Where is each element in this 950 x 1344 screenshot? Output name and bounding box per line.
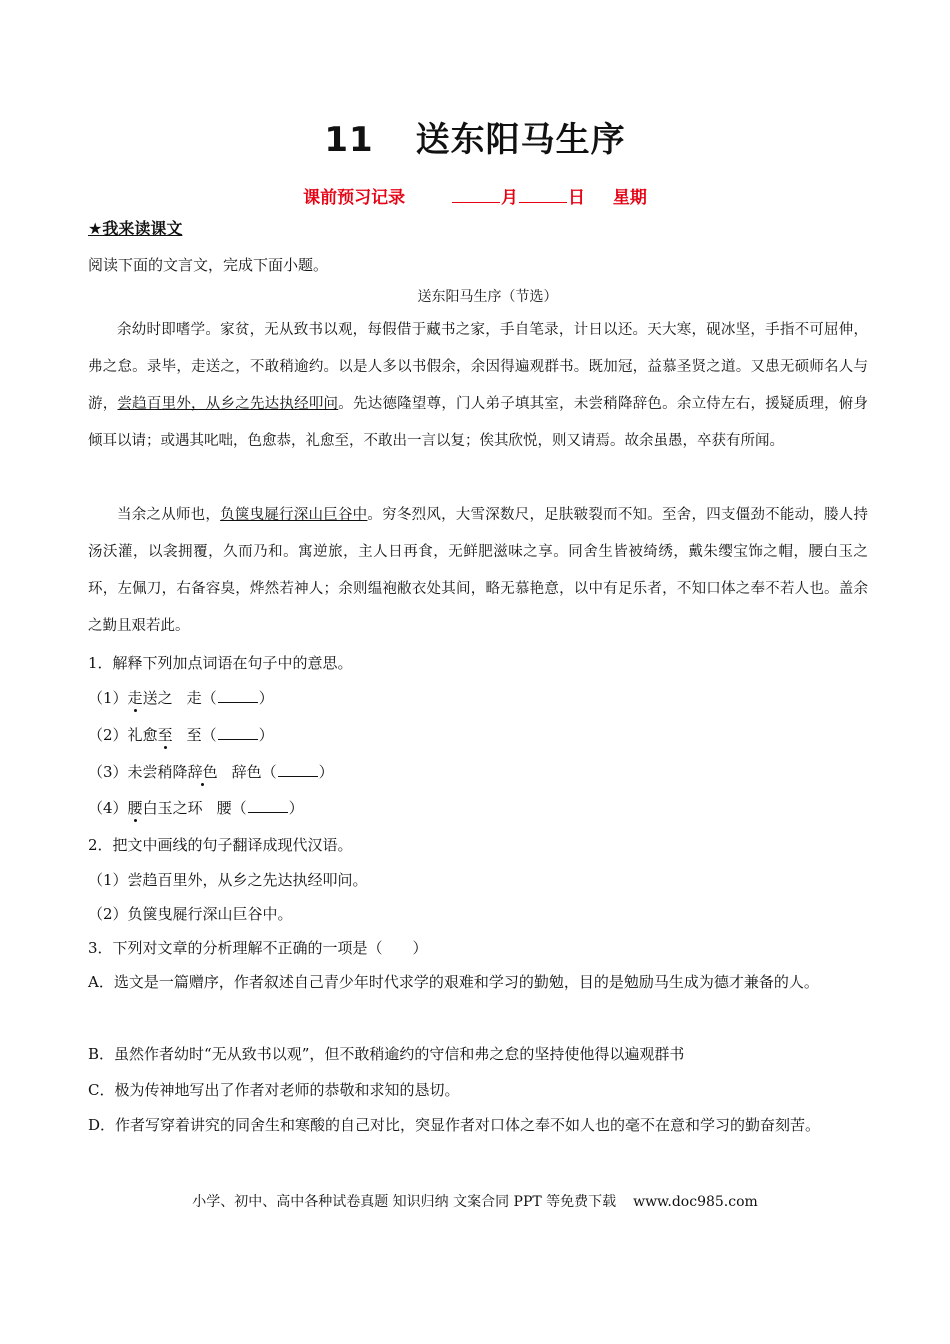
footer-text: 小学、初中、高中各种试卷真题 知识归纳 文案合同 PPT 等免费下载 <box>192 1194 617 1210</box>
dotted-word: 辞色 <box>187 763 218 781</box>
day-label: 日 <box>568 188 585 208</box>
underlined-sentence-2: 负箧曳屣行深山巨谷中 <box>220 507 368 523</box>
dotted-word: 至 <box>157 726 173 744</box>
instruction-text: 阅读下面的文言文，完成下面小题。 <box>88 256 329 274</box>
footer <box>0 1191 950 1211</box>
lesson-title <box>0 112 950 161</box>
lesson-number: 11 <box>324 120 374 160</box>
option-c: C．极为传神地写出了作者对老师的恭敬和求知的恳切。 <box>88 1081 460 1099</box>
dotted-word: 走 <box>127 689 143 707</box>
day-blank <box>519 188 567 203</box>
question-1-item-2: （2）礼愈至 至（ ） <box>88 726 274 744</box>
passage-title: 送东阳马生序（节选） <box>417 289 558 305</box>
record-label: 课前预习记录 <box>303 188 406 208</box>
preview-record-line <box>0 183 950 208</box>
question-1-item-3: （3）未尝稍降辞色 辞色（ ） <box>88 763 334 781</box>
question-3-stem: 3．下列对文章的分析理解不正确的一项是（ ） <box>88 939 428 957</box>
option-a: A．选文是一篇赠序，作者叙述自己青少年时代求学的艰难和学习的勤勉，目的是勉励马生成为德才兼备的人。 <box>88 973 819 991</box>
option-b: B．虽然作者幼时“无从致书以观”，但不敢稍逾约的守信和弗之怠的坚持使他得以遍观群书 <box>88 1045 685 1063</box>
question-1-item-4: （4）腰白玉之环 腰（ ） <box>88 799 304 817</box>
weekday-label: 星期 <box>612 188 647 208</box>
question-1-item-1: （1）走送之 走（ ） <box>88 689 274 707</box>
footer-link[interactable]: www.doc985.com <box>633 1194 758 1210</box>
answer-blank <box>248 800 288 813</box>
answer-blank <box>278 764 318 777</box>
underlined-sentence-1: 尝趋百里外，从乡之先达执经叩问 <box>117 396 339 412</box>
passage-paragraph-2: 当余之从师也，负箧曳屣行深山巨谷中。穷冬烈风，大雪深数尺，足肤皲裂而不知。至舍，四支僵劲不能动，媵人持汤沃灌，以衾拥覆，久而乃和。寓逆旅，主人日再食，无鲜肥滋味之享。同舍生皆被绮绣，戴朱缨宝饰之帽，腰白玉之环，左佩刀，右备容臭，烨然若神人；余则缊袍敝衣处其间，略无慕艳意，以中有足乐者，不知口体之奉不若人也。盖余之勤且艰若此。 <box>88 507 869 634</box>
dotted-word: 腰 <box>127 799 143 817</box>
answer-blank <box>218 727 258 740</box>
question-2-stem: 2．把文中画线的句子翻译成现代汉语。 <box>88 836 353 854</box>
question-2-item-2: （2）负箧曳屣行深山巨谷中。 <box>88 905 293 923</box>
passage-paragraph-1: 余幼时即嗜学。家贫，无从致书以观，每假借于藏书之家，手自笔录，计日以还。天大寒，砚冰坚，手指不可屈伸，弗之怠。录毕，走送之，不敢稍逾约。以是人多以书假余，余因得遍观群书。既加冠，益慕圣贤之道。又患无硕师名人与游，尝趋百里外，从乡之先达执经叩问。先达德隆望尊，门人弟子填其室，未尝稍降辞色。余立侍左右，援疑质理，俯身倾耳以请；或遇其叱咄，色愈恭，礼愈至，不敢出一言以复；俟其欣悦，则又请焉。故余虽愚，卒获有所闻。 <box>88 322 869 449</box>
section-heading: ★我来读课文 <box>88 219 183 238</box>
lesson-title-text: 送东阳马生序 <box>415 120 626 160</box>
question-2-item-1: （1）尝趋百里外，从乡之先达执经叩问。 <box>88 871 368 889</box>
answer-blank <box>218 690 258 703</box>
question-1-stem: 1．解释下列加点词语在句子中的意思。 <box>88 654 353 672</box>
month-label: 月 <box>501 188 518 208</box>
option-d: D．作者写穿着讲究的同舍生和寒酸的自己对比，突显作者对口体之奉不如人也的毫不在意和学习的勤奋刻苦。 <box>88 1116 821 1134</box>
month-blank <box>452 188 500 203</box>
